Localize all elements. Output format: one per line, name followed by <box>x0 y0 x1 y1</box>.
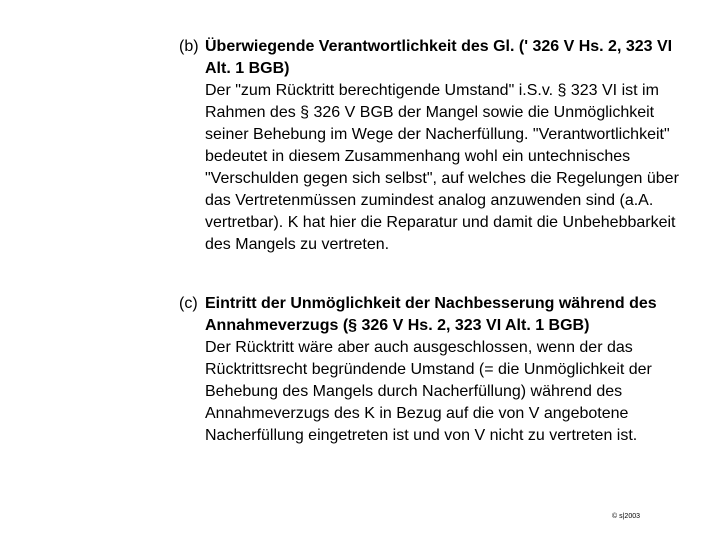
copyright-notice: © s|2003 <box>612 513 640 520</box>
section-heading: Überwiegende Verantwortlichkeit des Gl. (' 326 V Hs. 2, 323 VI Alt. 1 BGB) <box>205 38 673 77</box>
section-marker: (b) <box>179 38 199 55</box>
section-marker: (c) <box>179 295 198 312</box>
section-b <box>179 36 699 256</box>
section-content <box>205 36 699 256</box>
section-content <box>205 293 699 447</box>
section-c <box>179 293 699 447</box>
section-body: Der Rücktritt wäre aber auch ausgeschlossen, wenn der das Rücktrittsrecht begründende Umstand (= die Unmöglichkeit der Behebung des Mangels durch Nacherfüllung) während des Annahmeverzugs des K in Bezug auf die von V angebotene Nacherfüllung eingetreten ist und von V nicht zu vertreten ist. <box>205 339 652 444</box>
section-heading: Eintritt der Unmöglichkeit der Nachbesserung während des Annahmeverzugs (§ 326 V Hs. 2, 323 VI Alt. 1 BGB) <box>205 295 657 334</box>
section-body: Der "zum Rücktritt berechtigende Umstand" i.S.v. § 323 VI ist im Rahmen des § 326 V BGB der Mangel sowie die Unmöglichkeit seiner Behebung im Wege der Nacherfüllung. "Verantwortlichkeit" bedeutet in diesem Zusammenhang wohl ein untechnisches "Verschulden gegen sich selbst", auf welches die Regelungen über das Vertretenmüssen zumindest analog anzuwenden sind (a.A. vertretbar). K hat hier die Reparatur und damit die Unbehebbarkeit des Mangels zu vertreten. <box>205 82 679 253</box>
